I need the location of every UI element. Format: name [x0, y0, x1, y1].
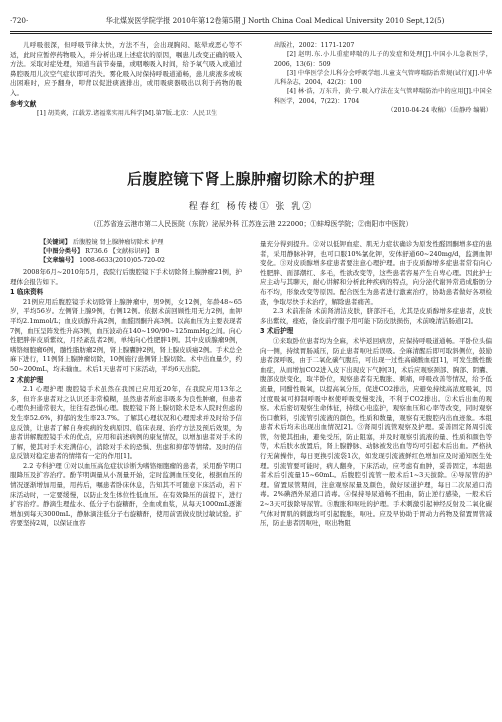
keywords-label: 【关键词】: [40, 239, 71, 246]
article-no-label: 【文章编号】: [40, 257, 78, 265]
prev-article-tail-left: [10, 41, 242, 118]
keywords: 后腹腔镜 肾上腺肿瘤切除术 护理: [72, 239, 164, 246]
running-header: [10, 14, 492, 30]
article-affiliation: （江苏省连云港市第二人民医院（东院）泌尿外科 江苏连云港 222000；①蚌埠医学院；②南阳市中医院）: [89, 220, 413, 228]
page-number: ·720·: [10, 16, 29, 25]
section-heading: 3 术后护理: [260, 327, 294, 336]
clc-label: 【中图分类号】: [40, 248, 84, 256]
paragraph: 量充分得到提升。②对以低钾血症、肌无力症状确诊为原发性醛固酮增多症的患者，采用静脉补钾，也可口服10%氯化钾，安体舒通60~240mg/d，监测血钾变化。③对皮质醇增多症患者要注意心理护理。由于皮质醇增多症患者常有向心性肥胖、面部潮红、多毛，性欲改变等，这些患者容易产生自卑心理。因此护士应主动与其聊天，耐心讲解和分析此种疾病的特点，向分泌代谢异常造成脂肪分布不均，形象改变等原因。配合医生为患者进行激素治疗，协助患者做好各项检查，争取尽快手术治疗，解除患者痛苦。: [260, 240, 492, 306]
reference-item: [3] 中华医学会儿科分会呼吸学组.儿童支气管哮喘防治常规(试行)[J].中华儿科杂志，2004，42(2)：100: [274, 69, 492, 87]
article-title: 后腹腔镜下肾上腺肿瘤切除术的护理: [126, 170, 375, 188]
received-note: （2010-04-24 收稿）（岳静玲 编辑）: [387, 107, 492, 115]
body-left-column: [10, 268, 242, 714]
reference-item: [2] 赵明.东.小儿重症哮喘的儿子的发症和处理[J].中国小儿急救医学，2006，13(6)：509: [274, 51, 492, 68]
section-heading: 1 临床资料: [10, 288, 44, 297]
paragraph: 2.2 专科护理 ①对以血压高危症状诊断为嗜铬细胞瘤的患者，采用酚苄明口服降压及扩容治疗。酚苄明调量从小剂量开始，定时监测血压变化，根据血压的情况逐渐增加用量，用药后，嘱患者卧床休息，告知其不可随意下床活动，若下床活动时，一定要缓慢，以防止发生体位性低血压。在有效降压的前提下，进行扩容治疗。静滴生理盐水、低分子右旋糖酐，全血或血浆，从每天1000mL逐渐增加到每天3000mL，静脉滴注低分子右旋糖酐，使用前需做皮肤过敏试验。扩容要坚持2周，以保证血容: [10, 461, 242, 528]
article-authors: 程春红 杨传楼① 张 乳②: [188, 202, 314, 212]
reference-item: [4] 林·浩，万东升，黄·宁.吸入疗法在支气管哮喘防治中的应用[J].中国全科医学，2004，7(22)：1704: [274, 88, 492, 105]
intro-paragraph: 2008年6月~2010年5月，我院行后腹腔镜下手术切除肾上腺肿瘤21例，护理体会报告如下。: [10, 268, 242, 286]
article-no: 1008-6633(2010)05-720-02: [79, 257, 165, 265]
reference-item: 出版社，2002：1171-1207: [274, 42, 355, 49]
prev-article-tail-right: [260, 41, 492, 116]
reference-item: [1] 胡美爽，江载芳.诸福棠实用儿科学[M].第7版.北京：人民卫生: [37, 110, 218, 118]
references-heading: 参考文献: [10, 99, 37, 108]
clc-code: R736.6 【文献标识码】 B: [85, 248, 160, 256]
journal-header: 华北煤炭医学院学报 2010年第12卷第5期 J North China Coal Medical University 2010 Sept,12(5): [105, 16, 445, 25]
article-metadata: [40, 238, 240, 266]
header-rule: [10, 31, 492, 32]
header-rule-2: [10, 33, 492, 34]
paragraph: 2.1 心理护理 腹腔镜手术虽然在我国已应用近20年，在我院应用13年之多，但许多患者对之认识还非常模糊，虽然患者所虑非吸多为良性肿瘤，但患者心理负担通常很大，往往有恐惧心理。腹腔镜下肾上腺切除术是本人院时焦虑的发生率52.6%，抑郁的发生率23.7%。了解其心理状况和心理需求并及时给予信息反馈，让患者了解自身疾病的发病原因、临床表现、治疗方法及预后效果，为患者讲解腹腔镜手术的优点，应用和前述病例的康复情况，以增加患者对手术的了解，使其对手术充满信心，消除对手术的恐惧、焦虑和抑郁等情绪。及时的信息反馈对稳定患者的情绪有一定的作用[1]。: [10, 385, 242, 461]
paragraph: ①来取卧位患者均为全麻，术毕返回病房，应保持呼吸道通畅。平卧位头偏向一侧，持续胃肠减压，防止患者呕吐后误吸。全麻清醒后即可取斜侧位，鼓励患者深呼吸，由于二氧化碳气腹后，可出现一过性高碳酸血症[1]，可发生酸性酸血症，从而增加CO2进入皮下出现皮下气肿[3]，术后应观察颈部、胸部、阴囊、腹部皮肤变化，取半卧位，观察患者有无腹胀、刺痛，呼吸改善等情况，给予低流量，同酣性吸氧，以提高氧分压，促进CO2排出，应避免持续高浓度吸氧，因过度吸氧可抑制呼吸中枢使呼吸变慢变浅，不利于CO2排出。②术后出血的观察。术后密切观察生命体征，持续心电监护，观察血压和心率等改变，同时观察伤口敷料，引流管引流液的颜色，性质和数量，观察有无腹腔内出血迹象。本组患者术后均未出现出血情况[2]。③肾周引流管观察及护理。妥善固定肾周引流管，勿使其扭曲，避免受压，防止阻塞，并及时观察引流液的量、性质和颜色等等，术后肤水放置后，肾上腺静脉、动脉被发出血等均可引起术后出血。严格执行无菌操作，每日更换引流袋1次，如发现引流液鲜红色增加应及时通知医生处理。引流管要可能时，病人翻身，下床活动，应考虑有血肿，妥善固定，本组患者术后引流量15~60mL。后腹腔引流管一般术后1~3天拔除。④导尿管的护理。留置尿管期间，注意观察尿量及颜色，做好尿道护理，每日二次尿道口消毒。2%碘酒外尿道口消毒。④保持导尿通畅不扭曲，防止逆行感染，一般术后2~3天可拔除导尿管。⑤腹胀和呕吐的护理。手术刺激引起神经反射及二氧化碳气体对胃肌的刺激均可引起腹胀，呕吐。应及早协助于胃动力药物及留置胃管减压，防止患者因呕吐，呕出物阻: [260, 336, 492, 528]
paragraph: 2.3 术前准备 术前肾清洁皮肤，脐部汗毛，尤其是皮质醇增多症患者，皮肤多出紫纹，痤疮，备皮前疗服予用可能下防皮肤损伤，术前晚清洁肠道[2]。: [260, 307, 492, 325]
paragraph: 21例应用后腹腔镜手术切除肾上腺肿瘤中，男9例，女12例，年龄48~65岁，平均56岁。左侧肾上腺9例，右侧12例。依据术前回顾性用无力2例，血钾平均2.1mmol/L；血皮质醇升高2例，血醛固酮升高3例。以高血压为主要表现者7例，血压呈阵发性升高3例，血压波动在140~190/90~125mmHg之间。向心性肥胖伴皮质紫纹，月经紊乱者2例，单纯向心性肥胖1例。其中皮质腺瘤9例，嗜铬细胞瘤6例，髓性脂肪瘤2例，肾上腺囊肿2例，肾上腺皮质癌2例。手术总全麻下进行，11例肾上腺肿瘤切除，10例施行患侧肾上腺切除。术中出血量少，约50~200mL，均未输血。术后1天患者可下床活动，平均6天出院。: [10, 297, 242, 373]
paragraph: 儿呼吸很深，但呼吸节律太快，方法不当，会出现胸闷、眩晕或恶心等不适，此时应暂停药物吸入，并分析出现上述症状的原因，嘱患儿改变正确的吸入方法。采取对症处理，知道当前节奏量，或咽喉吸入时间，给予氧气吸入或通过鼻腔吸用儿次空气症状即可消失。雾化吸入时保持呼吸道通畅，患儿痰液多或咳出困难时，应予翻身，叩背以促进痰液排出，或用吸痰器吸出以利于药物的吸入。: [10, 41, 242, 97]
section-heading: 2 术前护理: [10, 375, 44, 384]
body-right-column: [260, 240, 492, 714]
